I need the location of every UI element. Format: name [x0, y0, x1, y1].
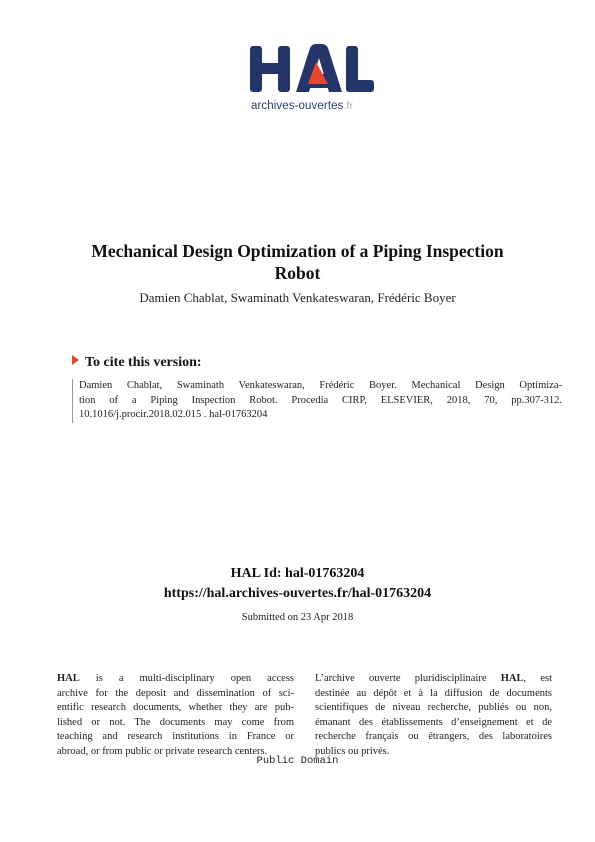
en-line-6: abroad, or from public or private research centers.	[57, 745, 268, 757]
fr-line-5: recherche français ou étrangers, des laboratoires	[315, 731, 552, 743]
citation-block	[72, 379, 561, 423]
fr-line-4: émanant des établissements d’enseignement et de	[315, 716, 552, 728]
paper-title-line-1: Mechanical Design Optimization of a Piping Inspection	[91, 241, 504, 261]
fr-line-1	[315, 672, 552, 687]
en-line-4: lished or not. The documents may come from	[57, 716, 294, 728]
fr-line-6: publics ou privés.	[315, 745, 390, 757]
paper-authors: Damien Chablat, Swaminath Venkateswaran, Frédéric Boyer	[139, 290, 456, 305]
citation-line-2: tion of a Piping Inspection Robot. Procedia CIRP, ELSEVIER, 2018, 70, pp.307-312.	[79, 394, 562, 406]
en-line-3: entific research documents, whether they are pub-	[57, 702, 294, 714]
paper-title-line-2: Robot	[274, 263, 321, 283]
logo-subtitle-main: archives-ouvertes	[251, 100, 344, 112]
fr-line-2: destinée au dépôt et à la diffusion de documents	[315, 687, 552, 699]
en-line-1-text: is a multi-disciplinary open access	[95, 673, 294, 684]
fr-line-1-bold: HAL	[500, 673, 524, 684]
fr-line-3: scientifiques de niveau recherche, publiés ou non,	[315, 702, 552, 714]
hal-description-en	[57, 672, 294, 760]
hal-url-link[interactable]: https://hal.archives-ouvertes.fr/hal-01763204	[163, 586, 432, 601]
en-lead-bold: HAL	[57, 673, 80, 684]
citation-line-1: Damien Chablat, Swaminath Venkateswaran, Frédéric Boyer. Mechanical Design Optimiza-	[79, 380, 562, 391]
cite-heading	[72, 355, 372, 371]
paper-title	[60, 240, 535, 284]
fr-line-1-post: , est	[523, 673, 552, 684]
hal-id: HAL Id: hal-01763204	[230, 566, 365, 581]
en-line-2: archive for the deposit and dissemination of sci-	[57, 687, 294, 699]
fr-line-1-pre: L’archive ouverte pluridisciplinaire	[315, 673, 501, 684]
hal-logo-subtitle	[251, 100, 381, 112]
triangle-bullet-icon	[72, 355, 79, 365]
citation-line-3: 10.1016/j.procir.2018.02.015 . hal-01763204	[79, 409, 268, 420]
hal-logo-mark	[248, 44, 376, 102]
submission-date: Submitted on 23 Apr 2018	[241, 612, 354, 623]
cite-heading-text: To cite this version:	[85, 355, 202, 370]
en-line-5: teaching and research institutions in France or	[57, 731, 294, 743]
hal-description-fr	[315, 672, 552, 760]
logo-subtitle-suffix: .fr	[343, 100, 354, 112]
en-line-1	[57, 672, 294, 687]
license-label: Public Domain	[256, 755, 339, 767]
